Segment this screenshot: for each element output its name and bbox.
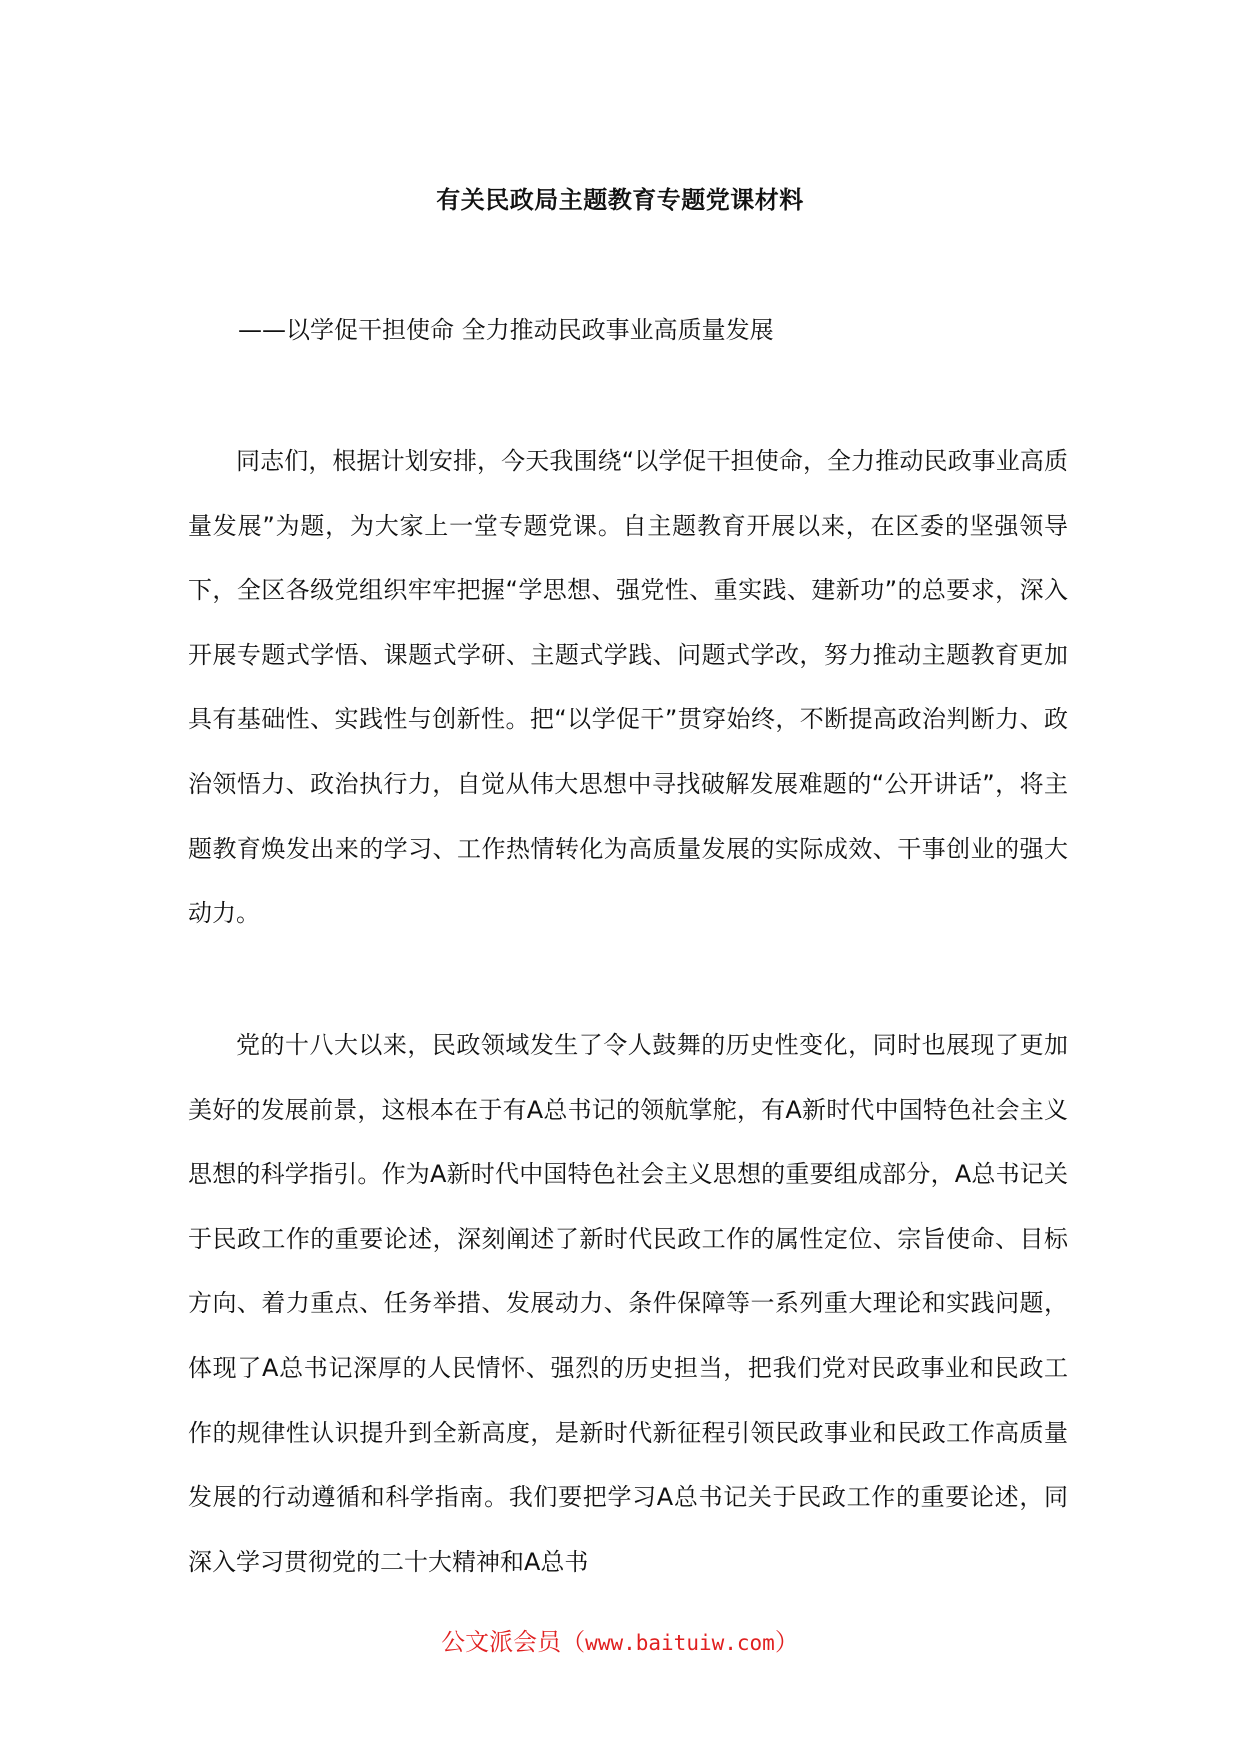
footer-label-close: ） <box>774 1628 799 1656</box>
document-subtitle: ——以学促干担使命 全力推动民政事业高质量发展 <box>238 316 774 344</box>
footer-url-link[interactable]: www.baituiw.com <box>585 1631 775 1655</box>
footer-watermark <box>0 1622 1240 1657</box>
body-paragraph-1: 同志们，根据计划安排，今天我围绕“以学促干担使命，全力推动民政事业高质量发展”为题，为大家上一堂专题党课。自主题教育开展以来，在区委的坚强领导下，全区各级党组织牢牢把握“学思想、强党性、重实践、建新功”的总要求，深入开展专题式学悟、课题式学研、主题式学践、问题式学改，努力推动主题教育更加具有基础性、实践性与创新性。把“以学促干”贯穿始终，不断提高政治判断力、政治领悟力、政治执行力，自觉从伟大思想中寻找破解发展难题的“公开讲话”，将主题教育焕发出来的学习、工作热情转化为高质量发展的实际成效、干事创业的强大动力。 <box>188 447 1068 928</box>
document-title: 有关民政局主题教育专题党课材料 <box>436 186 804 214</box>
body-paragraph-2: 党的十八大以来，民政领域发生了令人鼓舞的历史性变化，同时也展现了更加美好的发展前景，这根本在于有A总书记的领航掌舵，有A新时代中国特色社会主义思想的科学指引。作为A新时代中国特色社会主义思想的重要组成部分，A总书记关于民政工作的重要论述，深刻阐述了新时代民政工作的属性定位、宗旨使命、目标方向、着力重点、任务举措、发展动力、条件保障等一系列重大理论和实践问题，体现了A总书记深厚的人民情怀、强烈的历史担当，把我们党对民政事业和民政工作的规律性认识提升到全新高度，是新时代新征程引领民政事业和民政工作高质量发展的行动遵循和科学指南。我们要把学习A总书记关于民政工作的重要论述，同深入学习贯彻党的二十大精神和A总书 <box>188 1031 1068 1576</box>
footer-label: 公文派会员（ <box>441 1628 586 1656</box>
